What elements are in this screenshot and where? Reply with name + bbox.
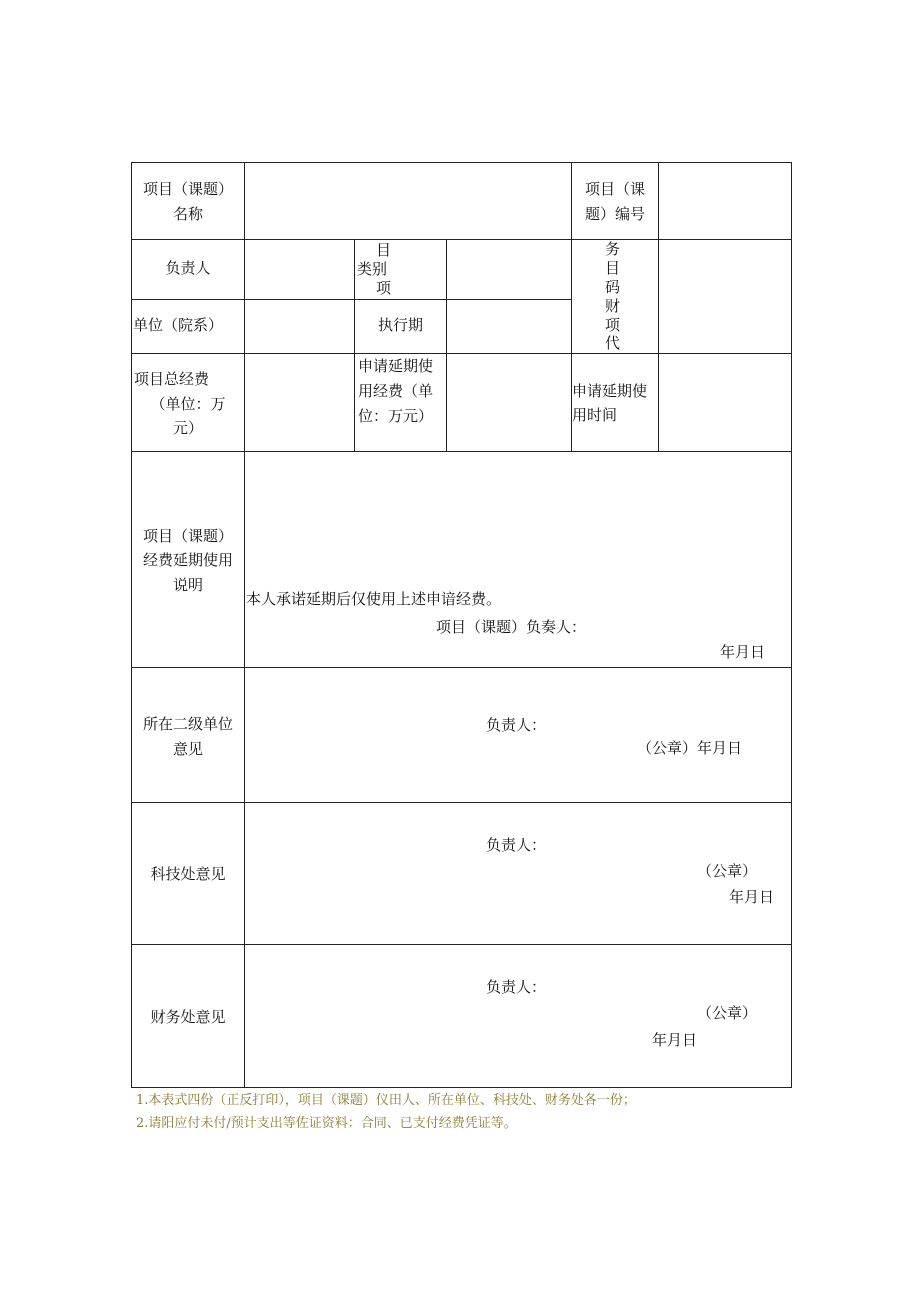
extend-fund-label-line2: 用经费（单 <box>358 382 434 400</box>
total-fund-label-line2: （单位：万 <box>150 395 226 413</box>
finance-code-label-char5: 项 <box>605 316 621 334</box>
explain-label-line3: 说明 <box>172 576 203 594</box>
explain-label-line2: 经费延期使用 <box>142 551 233 569</box>
project-code-label-line2: 题）编号 <box>584 205 645 223</box>
unit-label: 单位（院系） <box>133 316 224 334</box>
cell-total-fund-value[interactable] <box>244 353 355 452</box>
cell-finance-code-value[interactable] <box>658 239 792 354</box>
cell-extend-fund-value[interactable] <box>446 353 572 452</box>
cell-extend-time-value[interactable] <box>658 353 792 452</box>
finance-code-label-char1: 务 <box>605 240 621 258</box>
category-label-line3: 项 <box>376 279 392 297</box>
finance-code-label-char3: 码 <box>605 278 621 296</box>
cell-project-code-value[interactable] <box>658 162 792 240</box>
cell-unit-value[interactable] <box>244 299 355 354</box>
footnote-2: 2.请阳应付未付/预计支出等佐证资料：合同、已支付经费凭证等。 <box>136 1116 517 1131</box>
pledge-text: 本人承诺延期后仅使用上述申谙经费。 <box>246 590 502 608</box>
project-name-label-line2: 名称 <box>172 205 203 223</box>
secondary-unit-label-line1: 所在二级单位 <box>142 715 233 733</box>
project-name-label-line1: 项目（课题） <box>142 180 233 198</box>
pledge-date: 年月日 <box>720 643 766 661</box>
project-leader-signature-label: 项目（课题）负奏人： <box>436 618 587 636</box>
cell-project-code-label <box>571 162 659 240</box>
secondary-unit-seal-date: （公章）年月日 <box>637 739 743 757</box>
finance-code-label-char6: 代 <box>605 334 621 352</box>
explain-label-line1: 项目（课题） <box>142 527 233 545</box>
period-label: 执行期 <box>377 316 423 334</box>
secondary-unit-label-line2: 意见 <box>172 740 203 758</box>
finance-code-label-char2: 目 <box>605 259 621 277</box>
cell-period-value[interactable] <box>446 299 572 354</box>
leader-label: 负责人 <box>165 259 211 277</box>
finance-office-label: 财务处意见 <box>150 1008 226 1026</box>
cell-project-name-value[interactable] <box>244 162 572 240</box>
finance-office-signer: 负责人： <box>486 978 547 996</box>
extend-time-label-line1: 申请延期使 <box>572 382 648 400</box>
cell-category-value[interactable] <box>446 239 572 300</box>
total-fund-label-line3: 元） <box>172 419 203 437</box>
footnote-1: 1.本表式四份（正反打印），项目（课题）仪田人、所在单位、科技处、财务处各一份； <box>136 1093 636 1108</box>
project-code-label-line1: 项目（课 <box>584 180 645 198</box>
extend-fund-label-line1: 申请延期使 <box>358 357 434 375</box>
category-label-line1: 目 <box>376 241 392 259</box>
category-label-line2: 类别 <box>357 260 388 278</box>
tech-office-date: 年月日 <box>729 888 775 906</box>
tech-office-seal: （公章） <box>697 862 758 880</box>
finance-office-seal: （公章） <box>697 1004 758 1022</box>
finance-code-label-char4: 财 <box>605 297 621 315</box>
secondary-unit-signer: 负责人： <box>486 716 547 734</box>
cell-project-name-label <box>131 162 245 240</box>
total-fund-label-line1: 项目总经费 <box>134 370 210 388</box>
tech-office-label: 科技处意见 <box>150 865 226 883</box>
tech-office-signer: 负责人： <box>486 836 547 854</box>
extend-time-label-line2: 用时间 <box>572 406 618 424</box>
finance-office-date: 年月日 <box>652 1031 698 1049</box>
extend-fund-label-line3: 位：万元） <box>358 407 434 425</box>
cell-leader-value[interactable] <box>244 239 355 300</box>
